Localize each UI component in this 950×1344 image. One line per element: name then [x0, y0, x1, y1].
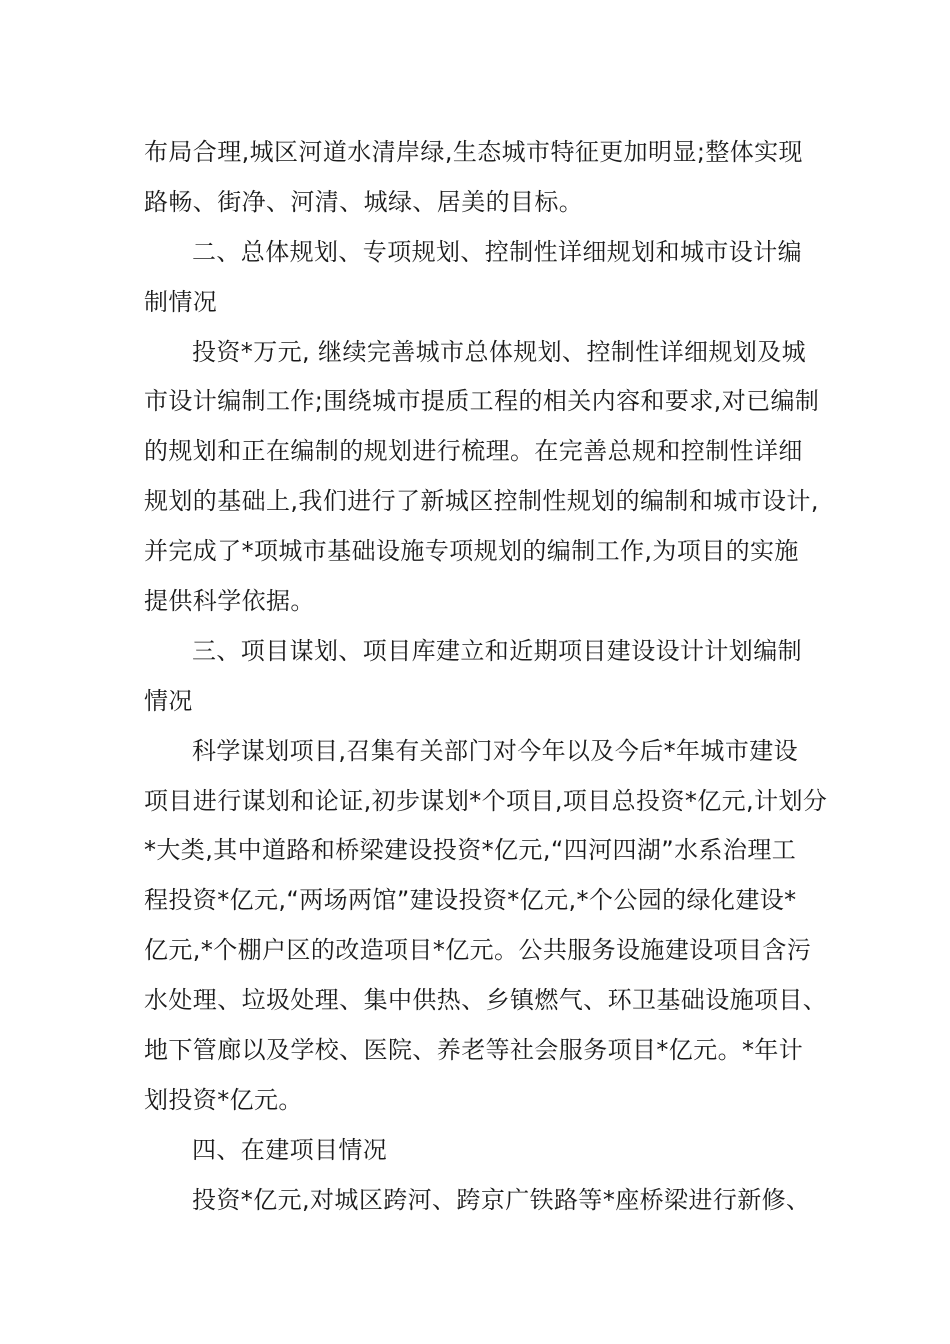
paragraph-first-line: 投资*万元, 继续完善城市总体规划、控制性详细规划及城 [192, 337, 807, 366]
text-line: 划投资*亿元。 [144, 1085, 303, 1114]
text-line: 制情况 [144, 287, 218, 316]
text-line: 地下管廊以及学校、医院、养老等社会服务项目*亿元。*年计 [144, 1036, 804, 1065]
paragraph-first-line: 四、在建项目情况 [192, 1135, 388, 1164]
text-line: 情况 [144, 686, 193, 715]
text-line: 的规划和正在编制的规划进行梳理。在完善总规和控制性详细 [144, 437, 803, 466]
text-line: *大类,其中道路和桥梁建设投资*亿元,“四河四湖”水系治理工 [144, 836, 797, 865]
text-line: 布局合理,城区河道水清岸绿,生态城市特征更加明显;整体实现 [144, 138, 803, 166]
paragraph-first-line: 科学谋划项目,召集有关部门对今年以及今后*年城市建设 [192, 736, 799, 765]
text-line: 规划的基础上,我们进行了新城区控制性规划的编制和城市设计, [144, 487, 819, 516]
text-line: 项目进行谋划和论证,初步谋划*个项目,项目总投资*亿元,计划分 [144, 786, 828, 815]
text-line: 提供科学依据。 [144, 587, 315, 616]
text-line: 市设计编制工作;围绕城市提质工程的相关内容和要求,对已编制 [144, 387, 820, 416]
text-line: 程投资*亿元,“两场两馆”建设投资*亿元,*个公园的绿化建设* [144, 886, 797, 915]
paragraph-first-line: 二、总体规划、专项规划、控制性详细规划和城市设计编 [192, 237, 802, 266]
text-line: 水处理、垃圾处理、集中供热、乡镇燃气、环卫基础设施项目、 [144, 986, 828, 1015]
paragraph-first-line: 投资*亿元,对城区跨河、跨京广铁路等*座桥梁进行新修、 [192, 1185, 811, 1214]
body-text [144, 128, 828, 1226]
paragraph-first-line: 三、项目谋划、项目库建立和近期项目建设设计计划编制 [192, 636, 802, 665]
text-line: 亿元,*个棚户区的改造项目*亿元。公共服务设施建设项目含污 [144, 936, 812, 965]
text-line: 并完成了*项城市基础设施专项规划的编制工作,为项目的实施 [144, 537, 799, 566]
text-line: 路畅、街净、河清、城绿、居美的目标。 [144, 187, 584, 216]
